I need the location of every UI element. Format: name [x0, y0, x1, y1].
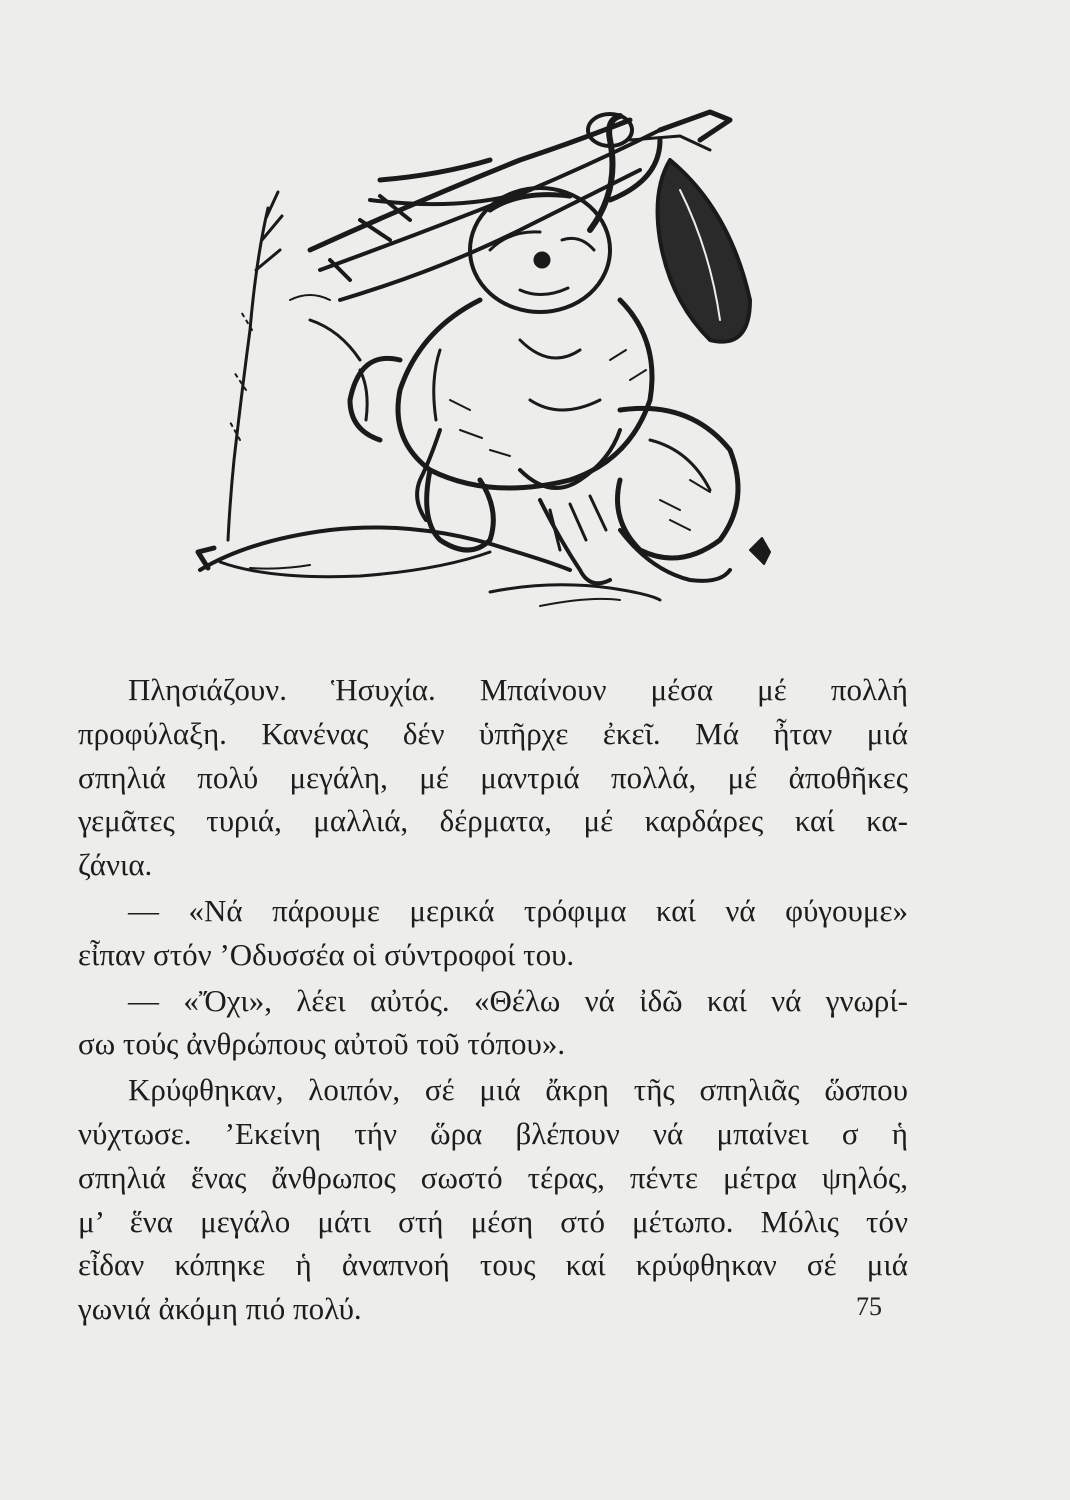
text-line: γεμᾶτες τυριά, μαλλιά, δέρματα, μέ καρδάρες καί κα- [78, 803, 908, 839]
text-line: σπηλιά πολύ μεγάλη, μέ μαντριά πολλά, μέ ἀποθῆκες [78, 759, 908, 795]
text-line: μ’ ἕνα μεγάλο μάτι στή μέση στό μέτωπο. Μόλις τόν [78, 1203, 908, 1239]
text-line: προφύλαξη. Κανένας δέν ὑπῆρχε ἐκεῖ. Μά ἦταν μιά [78, 715, 908, 751]
giant-carrying-firewood-illustration [190, 100, 790, 620]
paragraph-2 [78, 889, 908, 977]
story-text [78, 668, 908, 1331]
paragraph-1 [78, 668, 908, 887]
text-line: νύχτωσε. ’Εκείνη τήν ὥρα βλέπουν νά μπαίνει σ ἡ [78, 1115, 908, 1151]
text-line: εἶδαν κόπηκε ἡ ἀναπνοή τους καί κρύφθηκαν σέ μιά [78, 1247, 908, 1283]
text-line: εἶπαν στόν ’Οδυσσέα οἱ σύντροφοί του. [78, 936, 575, 972]
page-number: 75 [856, 1292, 882, 1321]
text-line: γωνιά ἀκόμη πιό πολύ. [78, 1291, 362, 1327]
text-line: — «Νά πάρουμε μερικά τρόφιμα καί νά φύγουμε» [128, 892, 908, 928]
text-line: σπηλιά ἕνας ἄνθρωπος σωστό τέρας, πέντε μέτρα ψηλός, [78, 1159, 908, 1195]
text-line: — «Ὄχι», λέει αὐτός. «Θέλω νά ἰδῶ καί νά γνωρί- [128, 982, 908, 1018]
paragraph-3 [78, 979, 908, 1067]
paragraph-4 [78, 1068, 908, 1331]
text-line: Κρύφθηκαν, λοιπόν, σέ μιά ἄκρη τῆς σπηλιᾶς ὥσπου [128, 1072, 908, 1108]
giant-illustration [190, 100, 790, 620]
text-line: Πλησιάζουν. Ἡσυχία. Μπαίνουν μέσα μέ πολλή [128, 672, 908, 707]
text-line: ζάνια. [78, 847, 153, 883]
text-line: σω τούς ἀνθρώπους αὐτοῦ τοῦ τόπου». [78, 1026, 566, 1062]
